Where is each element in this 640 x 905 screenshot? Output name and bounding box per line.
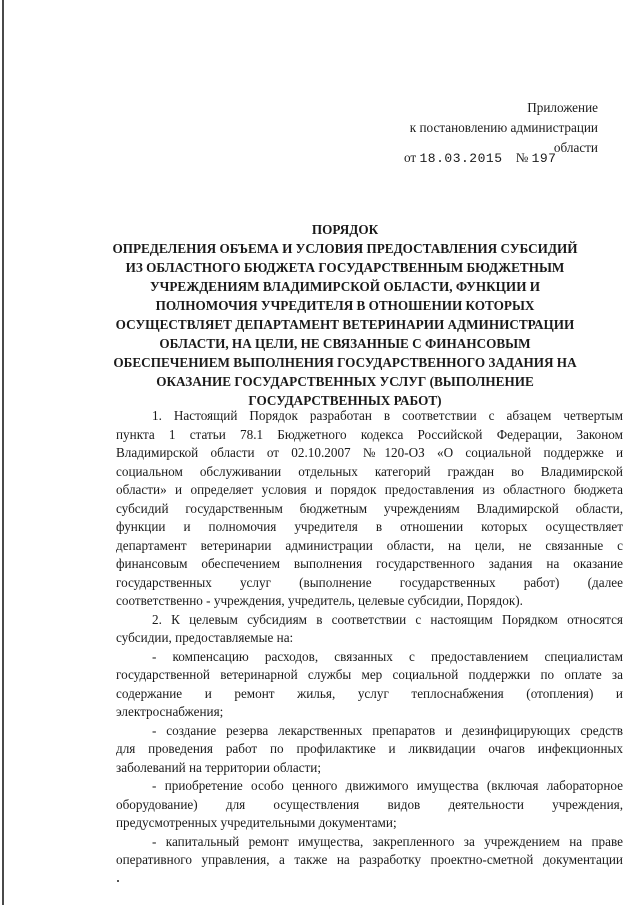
body-line: электроснабжения; [116, 704, 224, 719]
document-title [70, 220, 620, 410]
decree-date: 18.03.2015 [419, 151, 503, 166]
body-line: функции и полномочия учредителя в отношении которых осуществляет [116, 519, 623, 534]
title-line: ОПРЕДЕЛЕНИЯ ОБЪЕМА И УСЛОВИЯ ПРЕДОСТАВЛЕНИЯ СУБСИДИЙ [112, 241, 578, 256]
body-line: 2. К целевым субсидиям в соответствии с настоящим Порядком относятся [152, 611, 623, 627]
title-line: ОБЛАСТИ, НА ЦЕЛИ, НЕ СВЯЗАННЫЕ С ФИНАНСОВЫМ [159, 336, 531, 351]
body-line: оперативного управления, а также на разработку проектно-сметной документации [116, 852, 623, 867]
body-line: пункта 1 статьи 78.1 Бюджетного кодекса Российской Федерации, Законом [116, 426, 623, 442]
title-line: ОБЕСПЕЧЕНИЕМ ВЫПОЛНЕНИЯ ГОСУДАРСТВЕННОГО ЗАДАНИЯ НА [113, 355, 577, 370]
annex-date-line [404, 150, 556, 166]
body-line: - компенсацию расходов, связанных с предоставлением специалистам [152, 648, 623, 664]
body-line: - приобретение особо ценного движимого имущества (включая лабораторное [152, 778, 623, 793]
title-line: ОКАЗАНИЕ ГОСУДАРСТВЕННЫХ УСЛУГ (ВЫПОЛНЕНИЕ [156, 374, 534, 389]
title-line: ОСУЩЕСТВЛЯЕТ ДЕПАРТАМЕНТ ВЕТЕРИНАРИИ АДМИНИСТРАЦИИ [115, 317, 575, 332]
annex-header [410, 98, 598, 158]
body-line: соответственно - учреждения, учредитель, целевые субсидии, Порядок). [116, 593, 523, 608]
body-line: для проведения работ по профилактике и ликвидации очагов инфекционных [116, 741, 623, 756]
title-line: УЧРЕЖДЕНИЯМ ВЛАДИМИРСКОЙ ОБЛАСТИ, ФУНКЦИИ И [149, 279, 541, 294]
body-line: оборудование) для осуществления видов деятельности учреждения, [116, 796, 623, 812]
body-line: субсидий государственным бюджетным учреждениям Владимирской области, [116, 500, 623, 516]
body-line: содержание и ремонт жилья, услуг теплоснабжения (отопления) и [116, 685, 623, 701]
number-sign: № [515, 150, 529, 165]
body-line: - капитальный ремонт имущества, закрепленного за учреждением на праве [152, 833, 623, 849]
body-line: государственных услуг (выполнение государственных работ) (далее [116, 574, 623, 590]
body-line: 1. Настоящий Порядок разработан в соответствии с абзацем четвертым [152, 408, 623, 423]
annex-region: области [553, 140, 598, 155]
title-line: ГОСУДАРСТВЕННЫХ РАБОТ) [248, 393, 442, 408]
annex-reference: к постановлению администрации [409, 120, 598, 135]
body-line: департамент ветеринарии администрации области, на цели, не связанные с [116, 537, 623, 553]
body-line: предусмотренных учредительными документами; [116, 815, 397, 830]
body-line: заболеваний на территории области; [116, 759, 322, 775]
body-line: финансовым обеспечением выполнения государственного задания на оказание [116, 556, 623, 571]
body-line: области» и определяет условия и порядок предоставления из областного бюджета [116, 482, 623, 497]
body-line: Владимирской области от 02.10.2007 №120-ОЗ «О социальной поддержке и [116, 445, 623, 460]
annex-title: Приложение [527, 100, 598, 115]
page-left-edge [2, 0, 4, 905]
title-line: ПОРЯДОК [311, 222, 379, 237]
scan-mark [117, 880, 119, 882]
body-line: субсидии, предоставляемые на: [116, 630, 294, 645]
date-prefix: от [404, 150, 417, 165]
document-body [116, 407, 623, 870]
decree-number: 197 [531, 151, 557, 166]
title-line: ПОЛНОМОЧИЯ УЧРЕДИТЕЛЯ В ОТНОШЕНИИ КОТОРЫХ [155, 298, 535, 313]
body-line: - создание резерва лекарственных препаратов и дезинфицирующих средств [152, 722, 623, 738]
title-line: ИЗ ОБЛАСТНОГО БЮДЖЕТА ГОСУДАРСТВЕННЫМ БЮДЖЕТНЫМ [125, 260, 565, 275]
body-line: социальном обслуживании отдельных категорий граждан во Владимирской [116, 463, 623, 479]
body-line: государственной ветеринарной службы мер социальной поддержки по оплате за [116, 667, 623, 682]
